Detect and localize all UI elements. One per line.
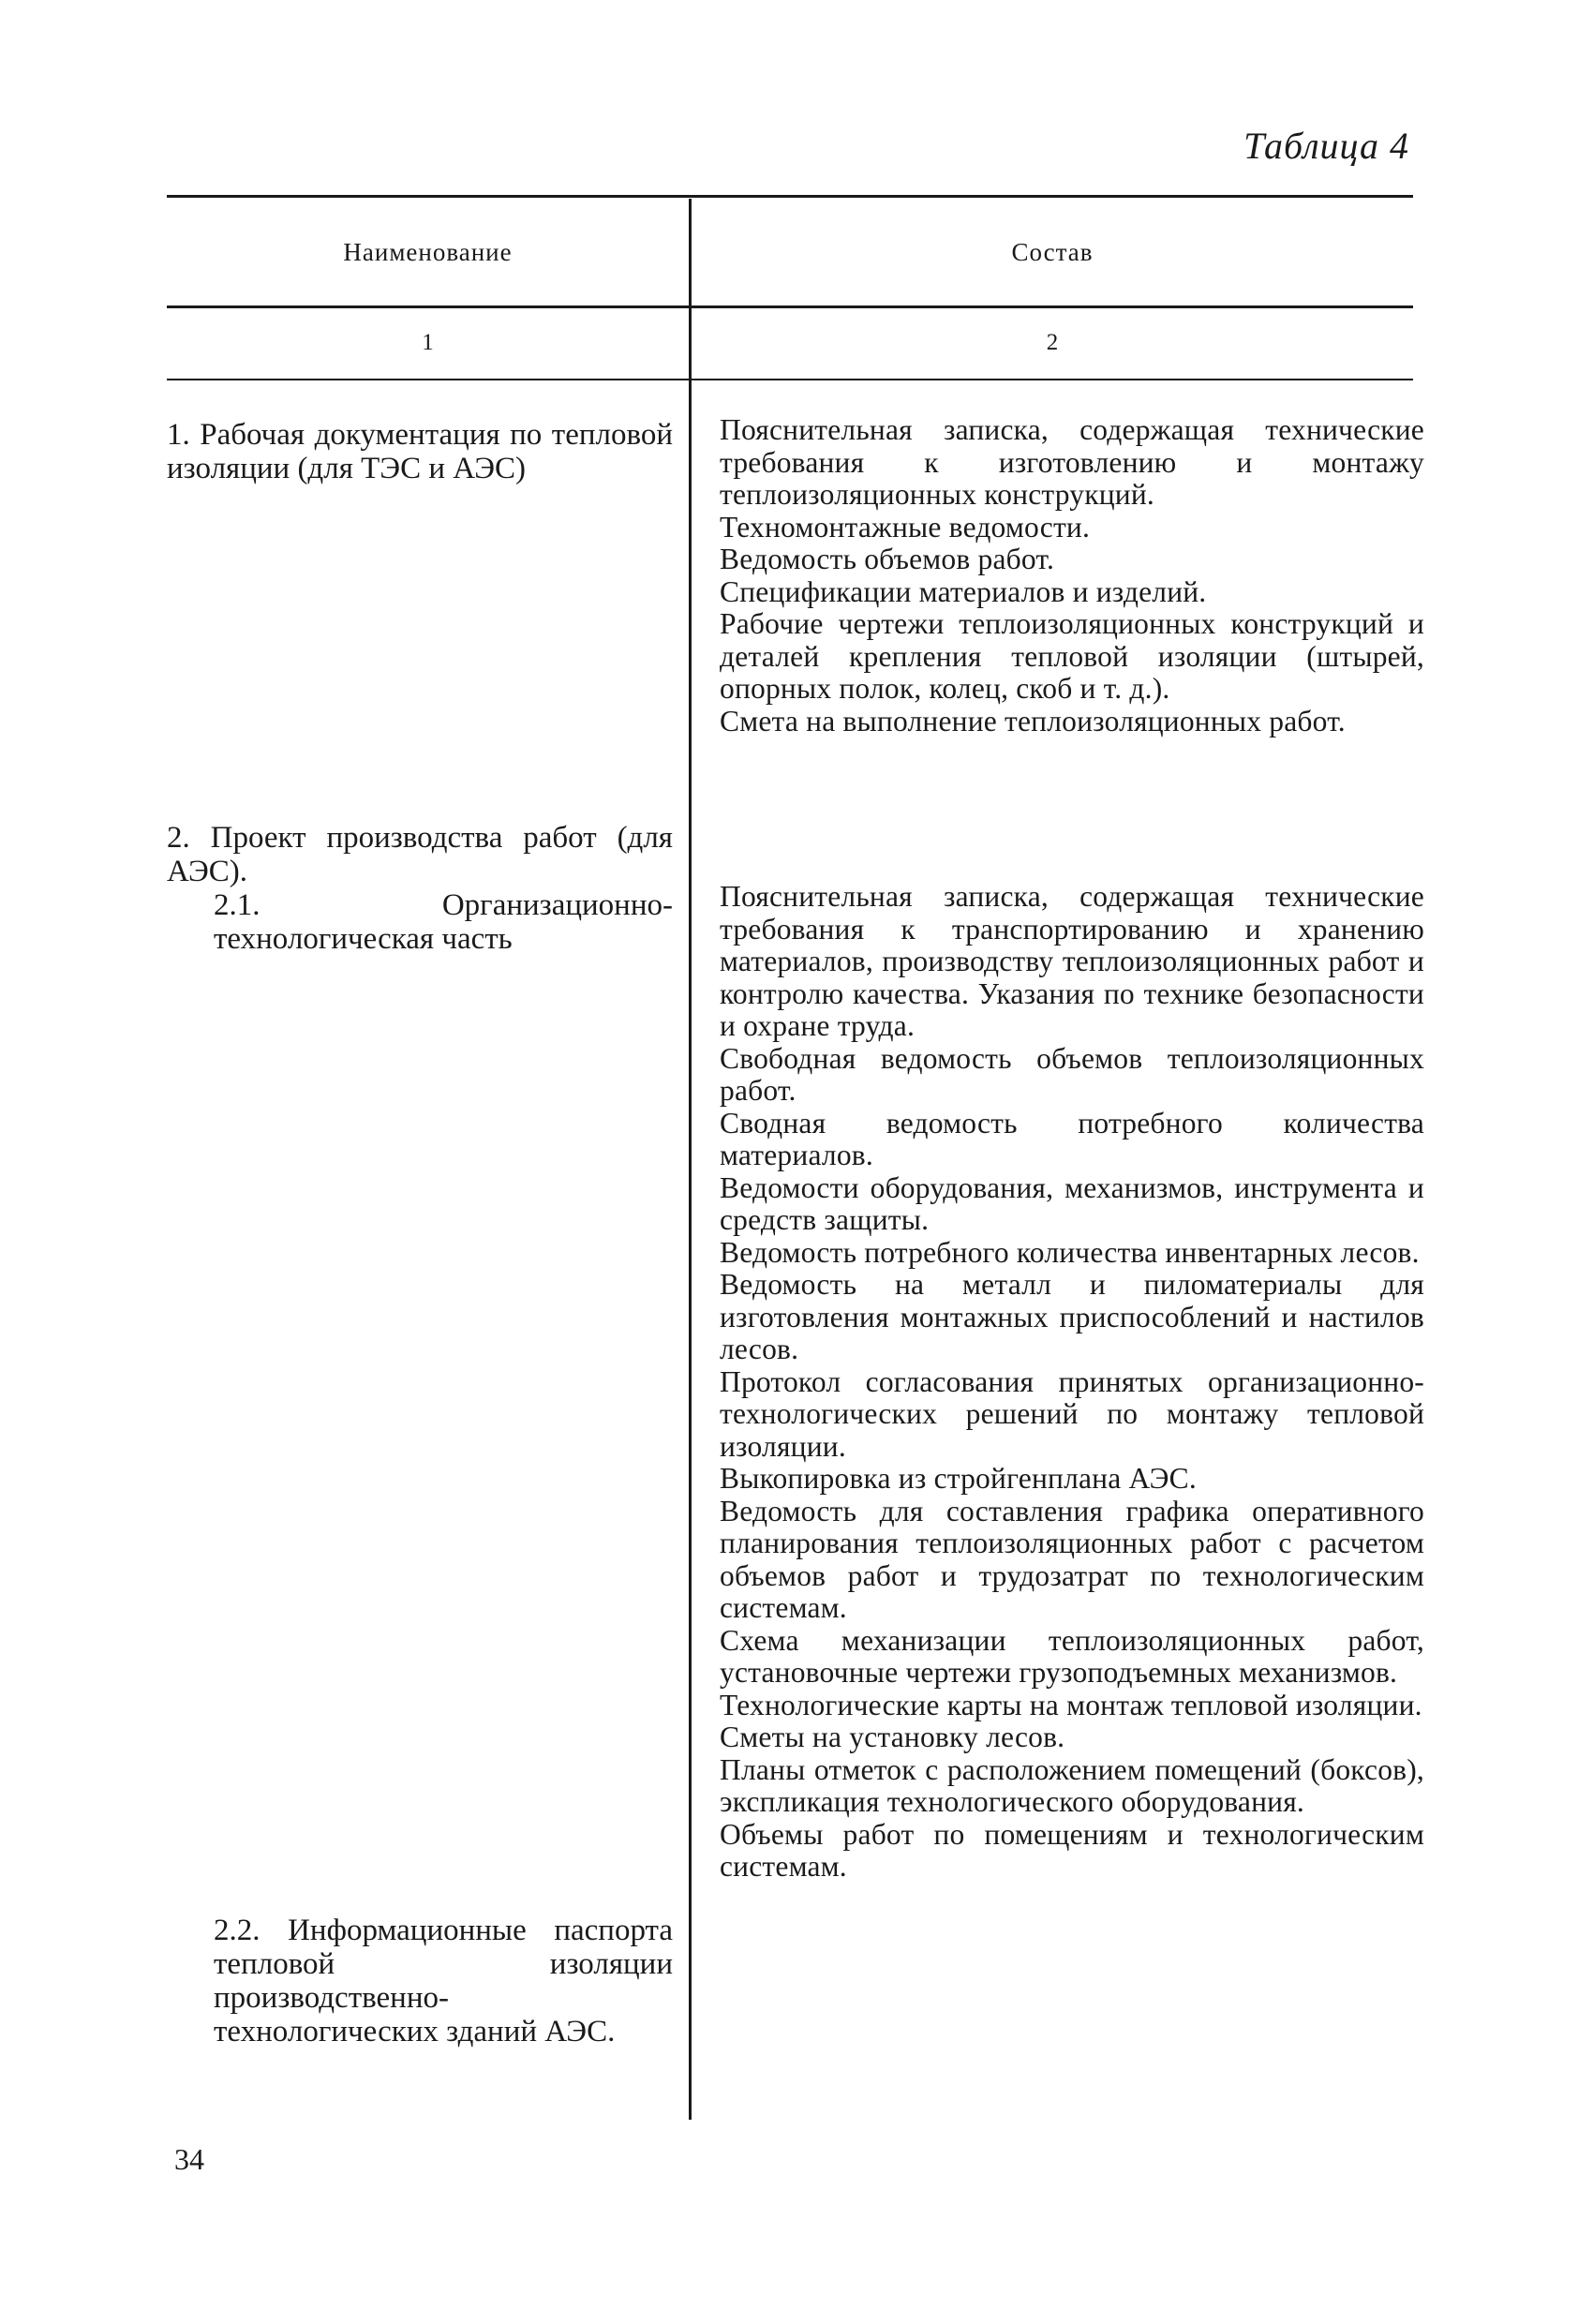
- list-item: Пояснительная записка, содержащая технические требования к изготовлению и монтажу теплоизоляционных конструкций.: [720, 413, 1424, 511]
- list-item: 1. Рабочая документация по тепловой изоляции (для ТЭС и АЭС): [167, 418, 673, 485]
- list-item: 2. Проект производства работ (для АЭС).: [167, 821, 673, 888]
- list-item: Ведомость потребного количества инвентарных лесов.: [720, 1235, 1420, 1269]
- list-item: 2.1. Организационно-технологическая часть: [214, 888, 673, 956]
- column-divider: [689, 199, 692, 2120]
- list-item: 2.2. Информационные паспорта тепловой изоляции производственно-технологических зданий АЭС.: [214, 1914, 673, 2048]
- list-item: Спецификации материалов и изделий.: [720, 574, 1207, 608]
- list-item: Ведомость объемов работ.: [720, 543, 1055, 575]
- table-top-rule: [167, 195, 1413, 198]
- column-header-composition: Состав: [1011, 238, 1094, 266]
- list-item: Пояснительная записка, содержащая технические требования к транспортированию и хранению материалов, производству теплоизоляционных работ и контролю качества. Указания по технике безопасности и охране труда.: [720, 880, 1424, 1042]
- left-cell-3: [167, 1914, 673, 2048]
- list-item: Технологические карты на монтаж тепловой изоляции.: [720, 1688, 1422, 1721]
- list-item: Ведомость для составления графика оперативного планирования теплоизоляционных работ с расчетом объемов работ и трудозатрат по технологическим системам.: [720, 1494, 1424, 1624]
- list-item: Выкопировка из стройгенплана АЭС.: [720, 1462, 1197, 1495]
- list-item: Объемы работ по помещениям и технологическим системам.: [720, 1817, 1424, 1883]
- list-item: Смета на выполнение теплоизоляционных работ.: [720, 704, 1346, 737]
- list-item: Схема механизации теплоизоляционных работ, установочные чертежи грузоподъемных механизмов.: [720, 1623, 1424, 1689]
- list-item: Планы отметок с расположением помещений (боксов), экспликация технологического оборудования.: [720, 1752, 1424, 1818]
- list-item: Техномонтажные ведомости.: [720, 510, 1091, 544]
- list-item: Протокол согласования принятых организационно-технологических решений по монтажу тепловой изоляции.: [720, 1364, 1424, 1463]
- column-number-2: 2: [1046, 330, 1059, 355]
- list-item: Рабочие чертежи теплоизоляционных конструкций и деталей крепления тепловой изоляции (штырей, опорных полок, колец, скоб и т. д.).: [720, 607, 1424, 705]
- right-cell-1: [720, 414, 1424, 737]
- left-cell-2: [167, 821, 673, 956]
- column-number-1: 1: [422, 330, 434, 355]
- list-item: Свободная ведомость объемов теплоизоляционных работ.: [720, 1041, 1424, 1107]
- page-number: 34: [174, 2142, 204, 2176]
- column-header-name: Наименование: [343, 238, 513, 266]
- list-item: Ведомость на металл и пиломатериалы для изготовления монтажных приспособлений и настилов лесов.: [720, 1268, 1424, 1365]
- header-rule: [167, 305, 1413, 308]
- list-item: Сводная ведомость потребного количества материалов.: [720, 1106, 1424, 1171]
- list-item: Ведомости оборудования, механизмов, инструмента и средств защиты.: [720, 1170, 1424, 1236]
- list-item: Сметы на установку лесов.: [720, 1721, 1065, 1753]
- left-cell-1: [167, 418, 673, 485]
- table-caption: Таблица 4: [1243, 125, 1409, 167]
- right-cell-2: [720, 881, 1424, 1884]
- numbers-rule: [167, 379, 1413, 380]
